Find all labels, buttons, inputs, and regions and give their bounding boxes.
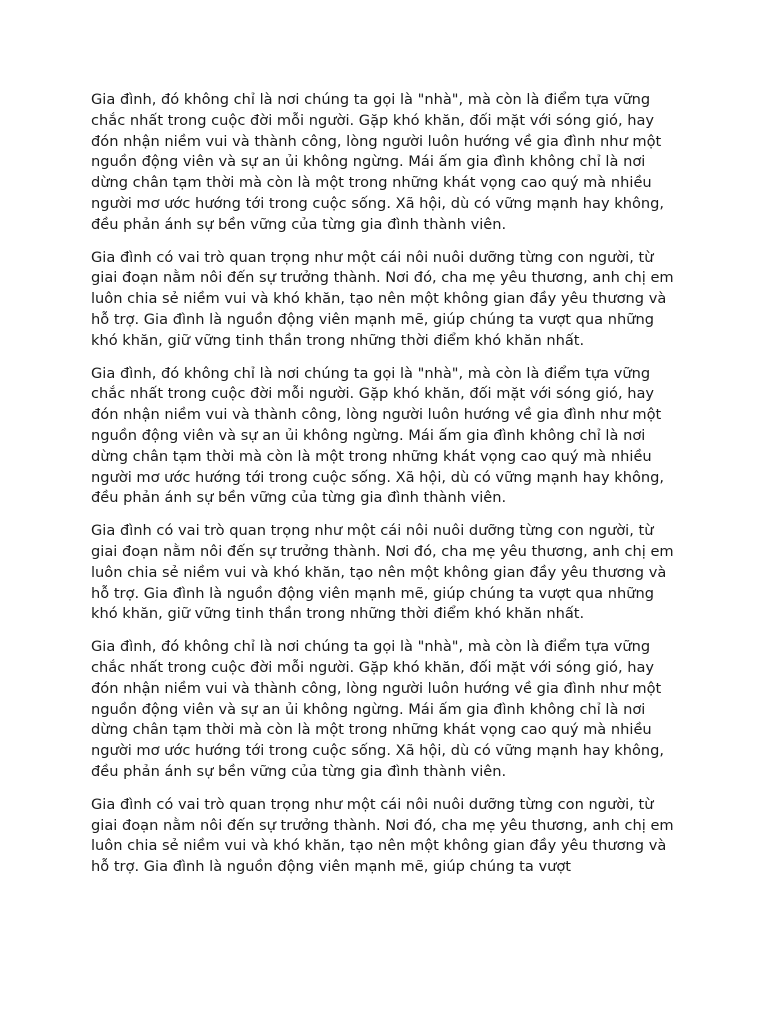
paragraph-4: Gia đình có vai trò quan trọng như một cái nôi nuôi dưỡng từng con người, từ giai đoạn nằm nôi đến sự trưởng thành. Nơi đó, cha mẹ yêu thương, anh chị em luôn chia sẻ niềm vui và khó khăn, tạo nên một không gian đầy yêu thương và hỗ trợ. Gia đình là nguồn động viên mạnh mẽ, giúp chúng ta vượt qua những khó khăn, giữ vững tinh thần trong những thời điểm khó khăn nhất. (91, 522, 674, 623)
paragraph-1: Gia đình, đó không chỉ là nơi chúng ta gọi là "nhà", mà còn là điểm tựa vững chắc nhất trong cuộc đời mỗi người. Gặp khó khăn, đối mặt với sóng gió, hay đón nhận niềm vui và thành công, lòng người luôn hướng về gia đình như một nguồn động viên và sự an ủi không ngừng. Mái ấm gia đình không chỉ là nơi dừng chân tạm thời mà còn là một trong những khát vọng cao quý mà nhiều người mơ ước hướng tới trong cuộc sống. Xã hội, dù có vững mạnh hay không, đều phản ánh sự bền vững của từng gia đình thành viên. (91, 91, 665, 233)
document-body (91, 90, 681, 890)
paragraph-5: Gia đình, đó không chỉ là nơi chúng ta gọi là "nhà", mà còn là điểm tựa vững chắc nhất trong cuộc đời mỗi người. Gặp khó khăn, đối mặt với sóng gió, hay đón nhận niềm vui và thành công, lòng người luôn hướng về gia đình như một nguồn động viên và sự an ủi không ngừng. Mái ấm gia đình không chỉ là nơi dừng chân tạm thời mà còn là một trong những khát vọng cao quý mà nhiều người mơ ước hướng tới trong cuộc sống. Xã hội, dù có vững mạnh hay không, đều phản ánh sự bền vững của từng gia đình thành viên. (91, 638, 665, 780)
paragraph-6: Gia đình có vai trò quan trọng như một cái nôi nuôi dưỡng từng con người, từ giai đoạn nằm nôi đến sự trưởng thành. Nơi đó, cha mẹ yêu thương, anh chị em luôn chia sẻ niềm vui và khó khăn, tạo nên một không gian đầy yêu thương và hỗ trợ. Gia đình là nguồn động viên mạnh mẽ, giúp chúng ta vượt (91, 795, 674, 876)
paragraph-3: Gia đình, đó không chỉ là nơi chúng ta gọi là "nhà", mà còn là điểm tựa vững chắc nhất trong cuộc đời mỗi người. Gặp khó khăn, đối mặt với sóng gió, hay đón nhận niềm vui và thành công, lòng người luôn hướng về gia đình như một nguồn động viên và sự an ủi không ngừng. Mái ấm gia đình không chỉ là nơi dừng chân tạm thời mà còn là một trong những khát vọng cao quý mà nhiều người mơ ước hướng tới trong cuộc sống. Xã hội, dù có vững mạnh hay không, đều phản ánh sự bền vững của từng gia đình thành viên. (91, 364, 665, 507)
paragraph-2: Gia đình có vai trò quan trọng như một cái nôi nuôi dưỡng từng con người, từ giai đoạn nằm nôi đến sự trưởng thành. Nơi đó, cha mẹ yêu thương, anh chị em luôn chia sẻ niềm vui và khó khăn, tạo nên một không gian đầy yêu thương và hỗ trợ. Gia đình là nguồn động viên mạnh mẽ, giúp chúng ta vượt qua những khó khăn, giữ vững tinh thần trong những thời điểm khó khăn nhất. (91, 248, 674, 349)
